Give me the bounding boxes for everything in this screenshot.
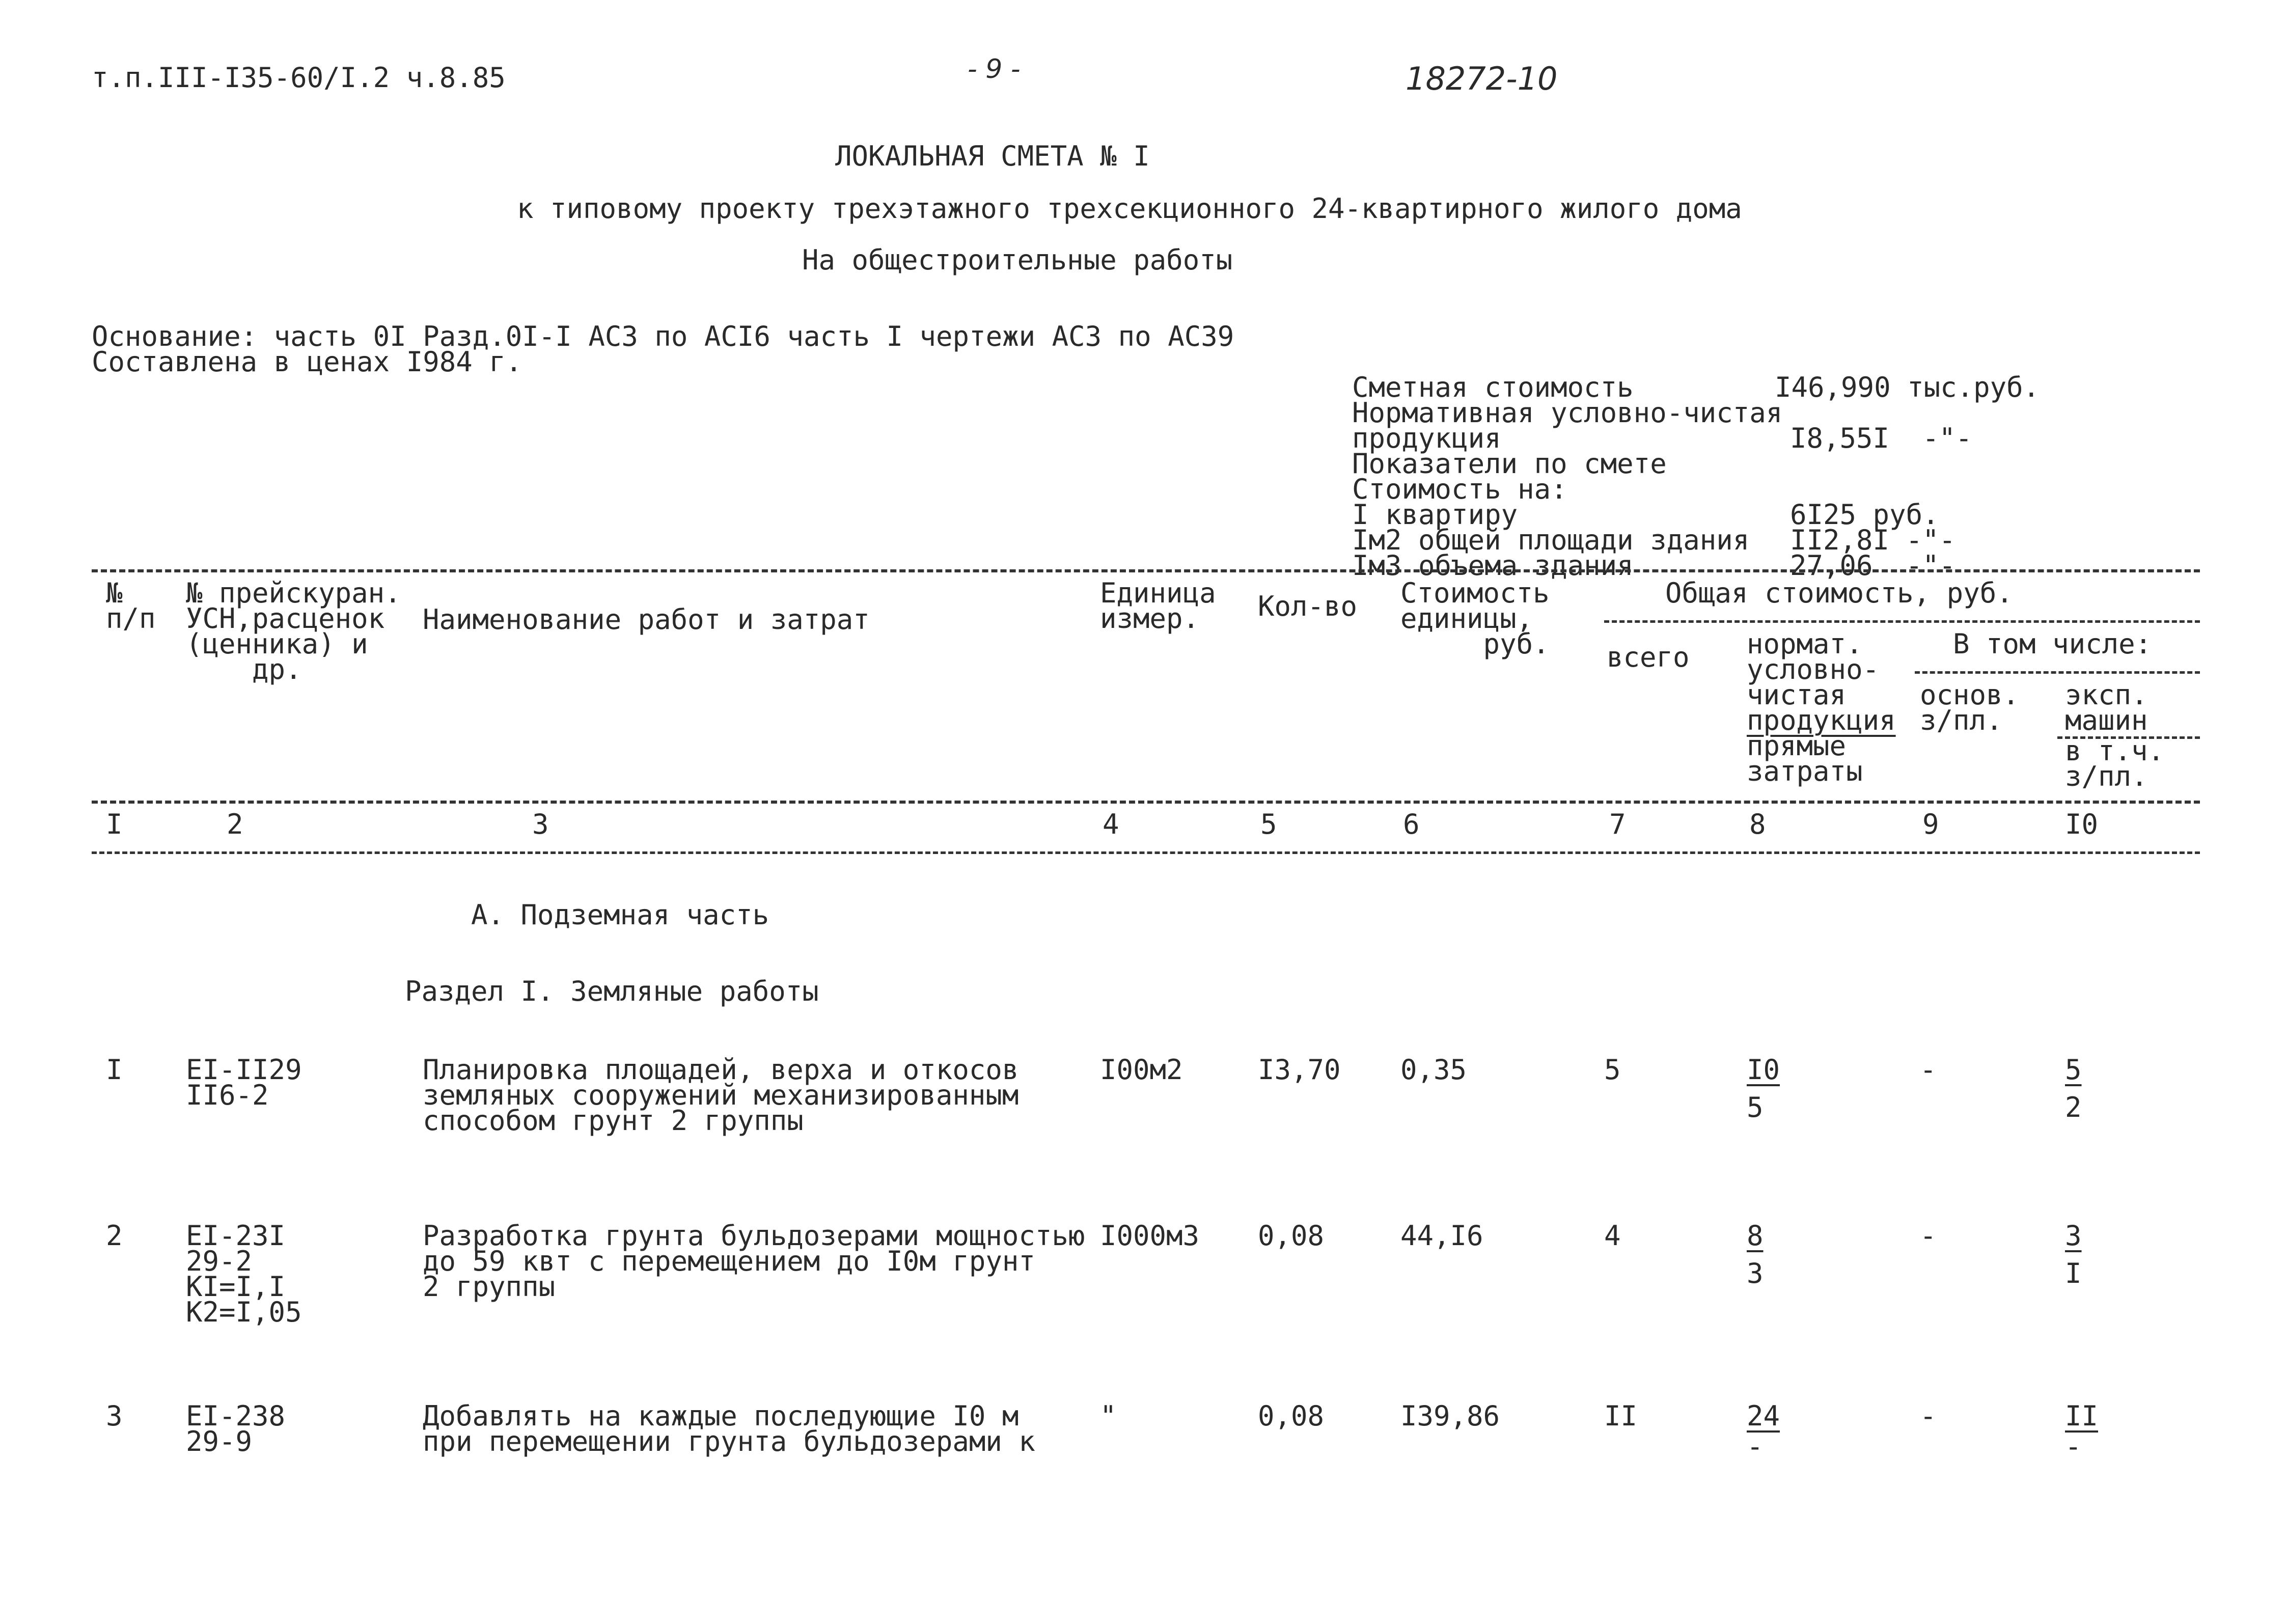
row-total: 4 [1604, 1220, 1621, 1252]
column-number: I0 [2065, 808, 2099, 840]
row-number: 2 [106, 1220, 123, 1252]
estimate-title: ЛОКАЛЬНАЯ СМЕТА № I [835, 140, 1150, 172]
summary-label: продукция [1352, 422, 1501, 454]
basis-line-2: Составлена в ценах I984 г. [92, 346, 522, 378]
row-unit-price: 0,35 [1400, 1054, 1467, 1086]
part-title: А. Подземная часть [471, 899, 769, 931]
summary-value: 6I25 руб. [1790, 499, 1939, 531]
row-unit: I00м2 [1100, 1054, 1183, 1086]
header-col-8b: продукция [1747, 704, 1896, 736]
header-col-8a: нормат. условно- чистая [1747, 628, 1880, 711]
summary-label: Нормативная условно-чистая [1352, 397, 1783, 429]
summary-label: Iм3 объема здания [1352, 549, 1634, 582]
row-c9: - [1920, 1054, 1937, 1086]
column-number: 7 [1609, 808, 1626, 840]
header-col-9: основ. з/пл. [1920, 679, 2020, 736]
summary-label: Показатели по смете [1352, 448, 1667, 480]
column-number: 6 [1403, 808, 1420, 840]
header-col-4: Единица измер. [1100, 577, 1216, 635]
basis-line-1: Основание: часть 0I Разд.0I-I АС3 по АСI6 часть I чертежи АС3 по АС39 [92, 320, 1234, 352]
header-col-10b: машин [2065, 704, 2148, 736]
row-c8-bottom: - [1747, 1430, 1764, 1463]
row-c8-top: 24 [1747, 1400, 1780, 1432]
column-number: 5 [1260, 808, 1277, 840]
row-qty: 0,08 [1258, 1220, 1325, 1252]
summary-value: 27,06 -"- [1790, 549, 1956, 582]
column-number: 2 [227, 808, 243, 840]
row-unit-price: 44,I6 [1400, 1220, 1483, 1252]
header-col-8c: прямые затраты [1747, 730, 1863, 787]
colnum-bottom-rule [92, 851, 2200, 854]
row-name: Добавлять на каждые последующие I0 м при перемещении грунта бульдозерами к [423, 1400, 1035, 1457]
row-c10-top: II [2065, 1400, 2099, 1432]
row-c8-bottom: 5 [1747, 1091, 1764, 1123]
row-c10-top: 5 [2065, 1054, 2082, 1086]
row-code: EI-23I 29-2 KI=I,I K2=I,05 [186, 1220, 302, 1328]
estimate-subtitle: к типовому проекту трехэтажного трехсекционного 24-квартирного жилого дома [517, 192, 1742, 225]
header-col-10c: в т.ч. з/пл. [2065, 735, 2165, 792]
header-group-total-cost: Общая стоимость, руб. [1665, 577, 2013, 609]
group-header-rule [1604, 620, 2200, 623]
page-number: - 9 - [968, 54, 1021, 85]
header-col-1: № п/п [106, 577, 156, 635]
row-c10-bottom: 2 [2065, 1091, 2082, 1123]
row-c9: - [1920, 1400, 1937, 1432]
header-col-7: всего [1607, 641, 1690, 673]
header-col-2: № прейскуран. УСН,расценок (ценника) и др. [186, 577, 401, 685]
column-number: 3 [532, 808, 549, 840]
row-code: EI-II29 II6-2 [186, 1054, 302, 1111]
column-number: I [106, 808, 123, 840]
incl-header-rule [1915, 671, 2200, 674]
header-col-6: Стоимость единицы, руб. [1400, 577, 1550, 660]
summary-value: I8,55I -"- [1790, 422, 1972, 454]
row-name: Разработка грунта бульдозерами мощностью до 59 квт с перемещением до I0м грунт 2 группы [423, 1220, 1085, 1303]
row-total: II [1604, 1400, 1638, 1432]
table-top-rule [92, 569, 2200, 572]
doc-code: т.п.III-I35-60/I.2 ч.8.85 [92, 62, 506, 94]
summary-block [1352, 324, 2090, 609]
row-total: 5 [1604, 1054, 1621, 1086]
row-c9: - [1920, 1220, 1937, 1252]
estimate-work-type: На общестроительные работы [802, 244, 1233, 276]
header-col-3: Наименование работ и затрат [423, 603, 870, 636]
sheet-number: 18272-10 [1406, 60, 1558, 97]
row-unit-price: I39,86 [1400, 1400, 1500, 1432]
section-title: Раздел I. Земляные работы [405, 975, 819, 1007]
header-col-5: Кол-во [1258, 590, 1358, 622]
row-c8-bottom: 3 [1747, 1257, 1764, 1289]
row-name: Планировка площадей, верха и откосов земляных сооружений механизированным способом грунт 2 группы [423, 1054, 1019, 1137]
summary-label: Стоимость на: [1352, 473, 1567, 505]
row-c10-top: 3 [2065, 1220, 2082, 1252]
summary-value: II2,8I -"- [1790, 524, 1956, 556]
row-c8-top: 8 [1747, 1220, 1764, 1252]
column-number: 4 [1103, 808, 1119, 840]
summary-label: Iм2 общей площади здания [1352, 524, 1750, 556]
row-unit: " [1100, 1400, 1117, 1432]
header-incl: В том числе: [1953, 628, 2152, 660]
column-number: 9 [1922, 808, 1939, 840]
row-c8-top: I0 [1747, 1054, 1780, 1086]
row-qty: I3,70 [1258, 1054, 1341, 1086]
header-col-10a: эксп. [2065, 679, 2148, 711]
summary-label: Сметная стоимость [1352, 371, 1634, 403]
summary-value: I46,990 тыс.руб. [1775, 371, 2040, 403]
row-number: I [106, 1054, 123, 1086]
row-c10-bottom: I [2065, 1257, 2082, 1289]
column-number: 8 [1749, 808, 1766, 840]
row-unit: I000м3 [1100, 1220, 1200, 1252]
summary-label: I квартиру [1352, 499, 1518, 531]
row-number: 3 [106, 1400, 123, 1432]
row-code: EI-238 29-9 [186, 1400, 286, 1457]
row-qty: 0,08 [1258, 1400, 1325, 1432]
header-bottom-rule [92, 801, 2200, 804]
row-c10-bottom: - [2065, 1430, 2082, 1463]
